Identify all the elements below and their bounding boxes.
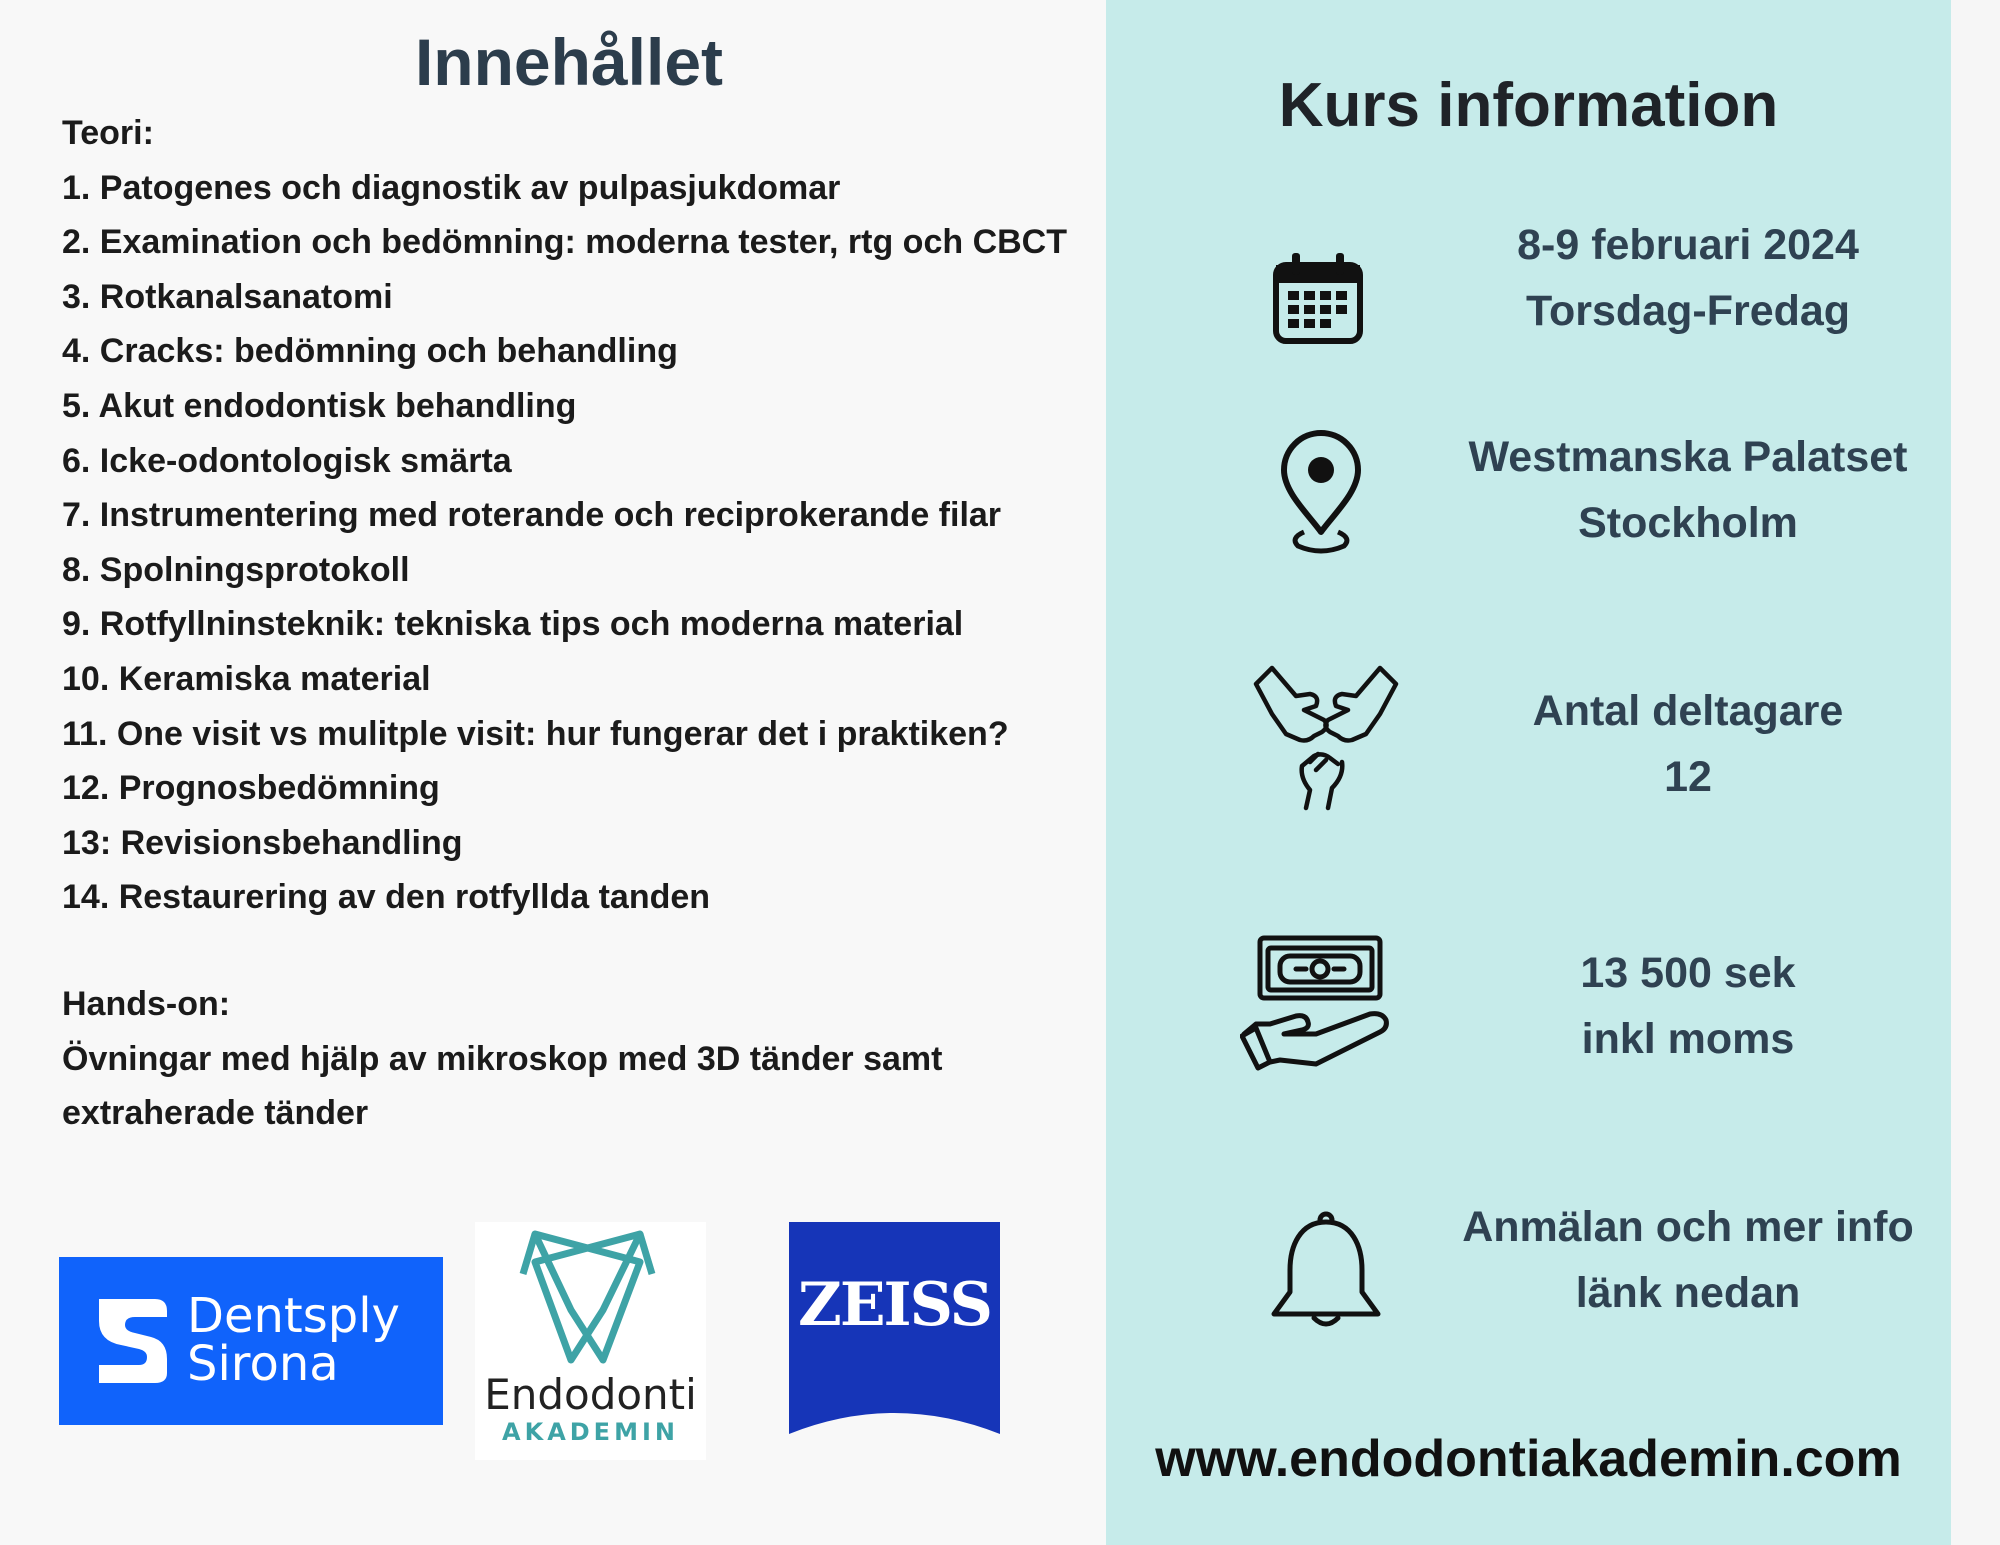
info-signup-line2: länk nedan	[1575, 1269, 1801, 1317]
list-item: 11. One visit vs mulitple visit: hur fungerar det i praktiken?	[62, 714, 1009, 753]
dentsply-line1: Dentsply	[187, 1288, 400, 1344]
zeiss-logo	[789, 1222, 1000, 1434]
info-participants-line2: 12	[1664, 753, 1712, 801]
list-item: 5. Akut endodontisk behandling	[62, 386, 577, 425]
info-date-line1: 8-9 februari 2024	[1517, 221, 1859, 269]
info-participants-line1: Antal deltagare	[1532, 687, 1844, 735]
list-item: 13: Revisionsbehandling	[62, 823, 463, 862]
endodonti-akademin-logo	[475, 1222, 706, 1460]
calendar-icon	[1272, 249, 1364, 345]
endodonti-name: Endodonti	[484, 1370, 697, 1419]
list-item: 1. Patogenes och diagnostik av pulpasjukdomar	[62, 168, 841, 207]
info-title: Kurs information	[1278, 71, 1779, 140]
list-item: 4. Cracks: bedömning och behandling	[62, 332, 678, 371]
list-item: 6. Icke-odontologisk smärta	[62, 441, 512, 480]
info-price-line1: 13 500 sek	[1580, 949, 1796, 997]
info-date-line2: Torsdag-Fredag	[1525, 287, 1851, 335]
info-signup	[1420, 1194, 1956, 1326]
info-participants	[1420, 678, 1956, 810]
list-item: 10. Keramiska material	[62, 659, 431, 698]
list-item: 8. Spolningsprotokoll	[62, 550, 410, 589]
list-item: 12. Prognosbedömning	[62, 769, 440, 808]
hands-icon	[1252, 662, 1400, 812]
info-price	[1420, 940, 1956, 1072]
list-item: 7. Instrumentering med roterande och reciprokerande filar	[62, 496, 1002, 535]
theory-list	[62, 106, 1102, 925]
info-price-line2: inkl moms	[1581, 1015, 1795, 1063]
handson-heading: Hands-on:	[62, 985, 231, 1023]
money-hand-icon	[1240, 934, 1392, 1072]
page-edge	[1951, 0, 2000, 1545]
dentsply-line2: Sirona	[187, 1336, 339, 1392]
location-pin-icon	[1278, 428, 1364, 556]
zeiss-name: ZEISS	[798, 1270, 991, 1340]
info-signup-line1: Anmälan och mer info	[1462, 1203, 1914, 1251]
bell-icon	[1270, 1206, 1382, 1330]
theory-heading: Teori:	[62, 114, 154, 152]
list-item: 3. Rotkanalsanatomi	[62, 277, 393, 316]
info-location-line1: Westmanska Palatset	[1468, 433, 1908, 481]
endodonti-sub: AKADEMIN	[502, 1418, 679, 1446]
info-location	[1420, 424, 1956, 556]
info-date	[1420, 212, 1956, 344]
content-title: Innehållet	[414, 25, 724, 99]
list-item: 2. Examination och bedömning: moderna tester, rtg och CBCT	[62, 223, 1068, 262]
website-link[interactable]: www.endodontiakademin.com	[1155, 1430, 1902, 1488]
list-item: 14. Restaurering av den rotfyllda tanden	[62, 878, 711, 917]
handson-line: extraherade tänder	[62, 1094, 369, 1133]
tooth-logo-icon	[475, 1222, 706, 1372]
dentsply-sirona-logo	[59, 1257, 443, 1425]
handson-section	[62, 977, 1102, 1141]
info-location-line2: Stockholm	[1578, 499, 1798, 547]
list-item: 9. Rotfyllninsteknik: tekniska tips och moderna material	[62, 605, 964, 644]
handson-line: Övningar med hjälp av mikroskop med 3D tänder samt	[62, 1039, 943, 1078]
